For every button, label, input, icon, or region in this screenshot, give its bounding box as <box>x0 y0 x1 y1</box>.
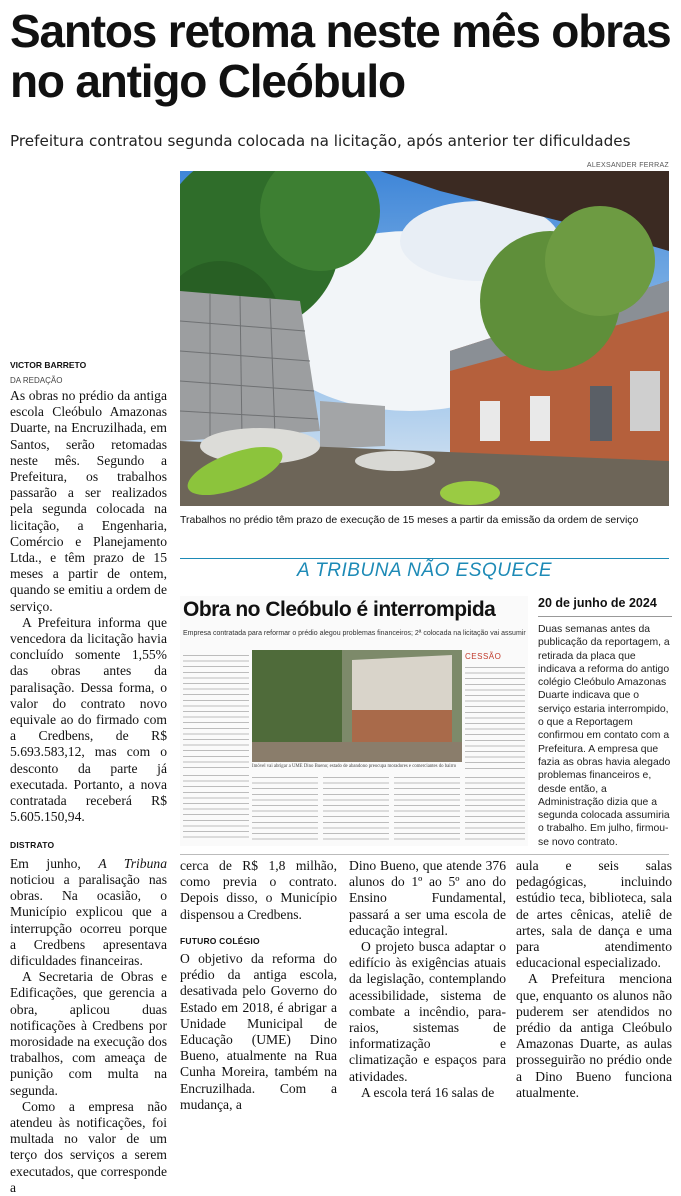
paragraph: O projeto busca adaptar o edifício às exigências atuais da legislação, contemplando acessibilidade, sistema de combate a incêndio, para-raios, sistemas de informatização e climatização e espaços para atividades. <box>349 939 506 1084</box>
article-column-1 <box>10 388 167 1196</box>
tribuna-brand: A TRIBUNA <box>296 560 402 581</box>
paragraph: A Secretaria de Obras e Edificações, que gerencia a obra, aplicou duas notificações à Credbens por morosidade na execução dos trabalhos, com ameaça de punição com multa na segunda. <box>10 969 167 1098</box>
photo-credit: ALEXSANDER FERRAZ <box>586 162 669 169</box>
clipping-text-column <box>183 652 249 770</box>
tribuna-banner: A TRIBUNA NÃO ESQUECE <box>296 560 553 581</box>
previous-article-clipping <box>180 596 528 846</box>
byline-author: VICTOR BARRETO <box>10 360 87 370</box>
photo-caption: Trabalhos no prédio têm prazo de execução de 15 meses a partir da emissão da ordem de serviço <box>180 514 639 526</box>
byline-desk: DA REDAÇÃO <box>10 376 63 385</box>
clipping-photo <box>252 650 462 762</box>
deck: Prefeitura contratou segunda colocada na licitação, após anterior ter dificuldades <box>10 132 631 150</box>
clipping-text-column <box>465 664 525 770</box>
paragraph: A Prefeitura informa que vencedora da licitação havia concluído somente 1,55% das obras antes da paralisação. Dessa forma, o valor do contrato novo equivale ao do firmado com a Credbens, de R$ 5.693.583,12, mas com o desconto da parte já executada. Portanto, a nova contratada receberá R$ 5.605.150,94. <box>10 614 167 825</box>
paragraph: cerca de R$ 1,8 milhão, como previa o contrato. Depois disso, o Município dispensou a Credbens. <box>180 858 337 922</box>
paragraph: aula e seis salas pedagógicas, incluindo estúdio teca, biblioteca, sala de artes cênicas, ateliê de artes, sala de dança e uma para atendimento educacional especializado. <box>516 858 672 971</box>
sidebar-note <box>538 596 672 849</box>
article-column-3 <box>349 858 506 1101</box>
section-rule <box>180 558 669 559</box>
sidebar-text: Duas semanas antes da publicação da reportagem, a retirada da placa que indicava a reforma do antigo colégio Cleóbulo Amazonas Duarte indicava que o serviço estaria interrompido, o que a Reportagem confirmou em contato com a Prefeitura. A empresa que fazia as obras havia alegado problemas financeiros e, desde então, a Administração dizia que a segunda colocada assumiria o trabalho. Em julho, firmou-se novo contrato. <box>538 616 672 849</box>
paragraph: As obras no prédio da antiga escola Cleóbulo Amazonas Duarte, na Encruzilhada, em Santos, serão retomadas neste mês. Segundo a Prefeitura, os trabalhos passarão a ser realizados pela segunda colocada na licitação, a Engenharia, Comércio e Planejamento Ltda., e têm prazo de 15 meses a partir de ontem, quando se emitiu a ordem de serviço. <box>10 388 167 614</box>
publication-name: A Tribuna <box>98 855 167 871</box>
divider <box>180 854 669 855</box>
clipping-text-column <box>394 774 460 842</box>
paragraph: Dino Bueno, que atende 376 alunos do 1º ao 5º ano do Ensino Fundamental, passará a ser uma escola de educação integral. <box>349 858 506 938</box>
clipping-text-column <box>252 774 318 842</box>
paragraph: O objetivo da reforma do prédio da antiga escola, desativada pelo Governo do Estado em 2018, é abrigar a Unidade Municipal de Educação (UME) Dino Bueno, atualmente na Rua Cunha Moreira, também na Encruzilhada. Com a mudança, a <box>180 951 337 1112</box>
clipping-text-column <box>323 774 389 842</box>
article-column-4 <box>516 858 672 1101</box>
paragraph: Em junho, A Tribuna noticiou a paralisação nas obras. Na ocasião, o Município explicou que a interrupção ocorreu porque a Credbens apresentava dificuldades financeiras. <box>10 855 167 968</box>
clipping-label: CESSÃO <box>465 652 502 661</box>
main-photo-illustration <box>180 171 669 506</box>
paragraph: A escola terá 16 salas de <box>361 1084 495 1100</box>
clipping-text-column <box>465 774 525 842</box>
clipping-photo-caption: Imóvel vai abrigar a UME Dino Bueno; estado de abandono preocupa moradores e comerciantes do bairro <box>252 764 457 769</box>
sidebar-date: 20 de junho de 2024 <box>538 596 657 610</box>
article-column-2 <box>180 858 337 1113</box>
paragraph: Como a empresa não atendeu às notificações, foi multada no valor de um terço dos serviços a serem executados, que corresponde a <box>10 1098 167 1195</box>
subhead-futuro-colegio: FUTURO COLÉGIO <box>180 935 260 946</box>
subhead-distrato: DISTRATO <box>10 840 55 851</box>
clipping-deck: Empresa contratada para reformar o prédio alegou problemas financeiros; 2ª colocada na licitação vai assumir <box>183 630 526 637</box>
headline: Santos retoma neste mês obras no antigo Cleóbulo <box>10 5 671 107</box>
clipping-headline: Obra no Cleóbulo é interrompida <box>183 598 496 621</box>
paragraph: A Prefeitura menciona que, enquanto os alunos não puderem ser atendidos no prédio da antiga Cleóbulo Amazonas Duarte, as aulas prosseguirão no prédio onde a Dino Bueno funciona atualmente. <box>516 971 672 1100</box>
clipping-text-column <box>183 772 249 842</box>
main-photo <box>180 171 669 506</box>
